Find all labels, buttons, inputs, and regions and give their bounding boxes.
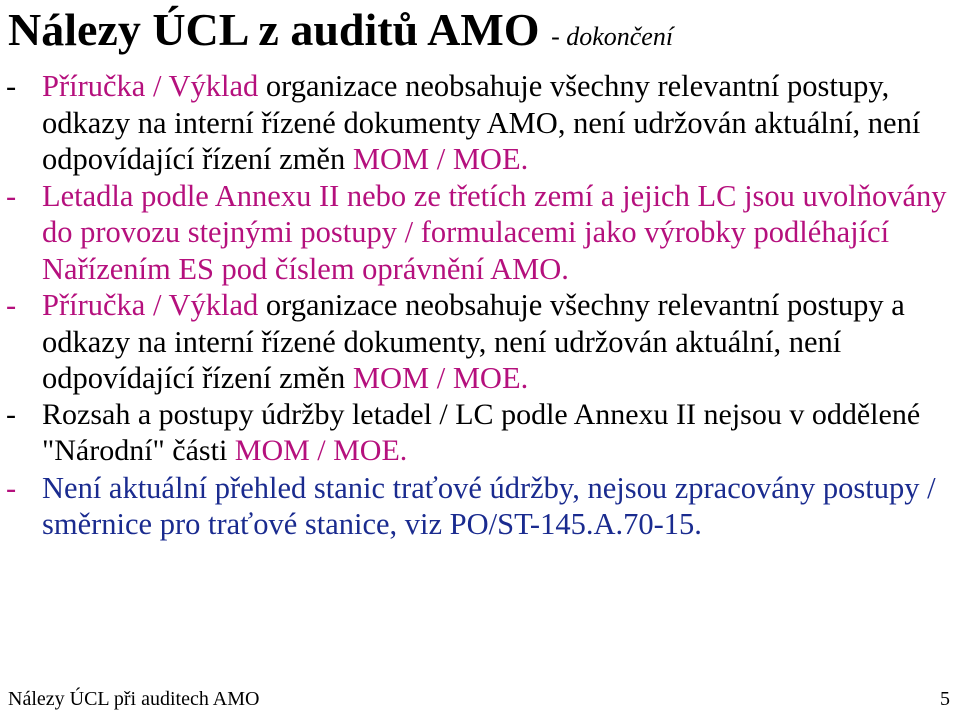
finding-item-1 xyxy=(6,68,956,178)
finding-text: Rozsah a postupy údržby letadel / LC podle Annexu II nejsou v oddělené "Národní" části MOM / MOE. xyxy=(42,397,921,467)
finding-dash: - xyxy=(6,397,16,431)
finding-item-5 xyxy=(6,470,956,543)
page-number: 5 xyxy=(940,688,950,710)
finding-dash: - xyxy=(6,470,17,505)
finding-text: Příručka / Výklad organizace neobsahuje všechny relevantní postupy, odkazy na interní řízené dokumenty AMO, není udržován aktuální, není odpovídající řízení změn MOM / MOE. xyxy=(42,69,921,176)
finding-text: Letadla podle Annexu II nebo ze třetích zemí a jejich LC jsou uvolňovány do provozu stejnými postupy / formulacemi jako výrobky podléhající Nařízením ES pod číslem oprávnění AMO. xyxy=(42,178,947,286)
title-subtitle: - dokončení xyxy=(551,22,674,51)
finding-dash: - xyxy=(6,288,17,322)
title-main: Nálezy ÚCL z auditů AMO xyxy=(8,4,540,55)
finding-item-3 xyxy=(6,287,956,397)
finding-dash: - xyxy=(6,178,17,213)
finding-text: Příručka / Výklad organizace neobsahuje všechny relevantní postupy a odkazy na interní řízené dokumenty, není udržován aktuální, není odpovídající řízení změn MOM / MOE. xyxy=(42,288,905,395)
footer-caption: Nálezy ÚCL při auditech AMO xyxy=(8,688,260,710)
findings-list xyxy=(6,68,956,543)
finding-dash: - xyxy=(6,69,17,103)
slide-title xyxy=(8,2,953,65)
finding-text: Není aktuální přehled stanic traťové údržby, nejsou zpracovány postupy / směrnice pro traťové stanice, viz PO/ST-145.A.70-15. xyxy=(42,470,936,541)
finding-item-2 xyxy=(6,178,956,288)
finding-item-4 xyxy=(6,397,956,470)
